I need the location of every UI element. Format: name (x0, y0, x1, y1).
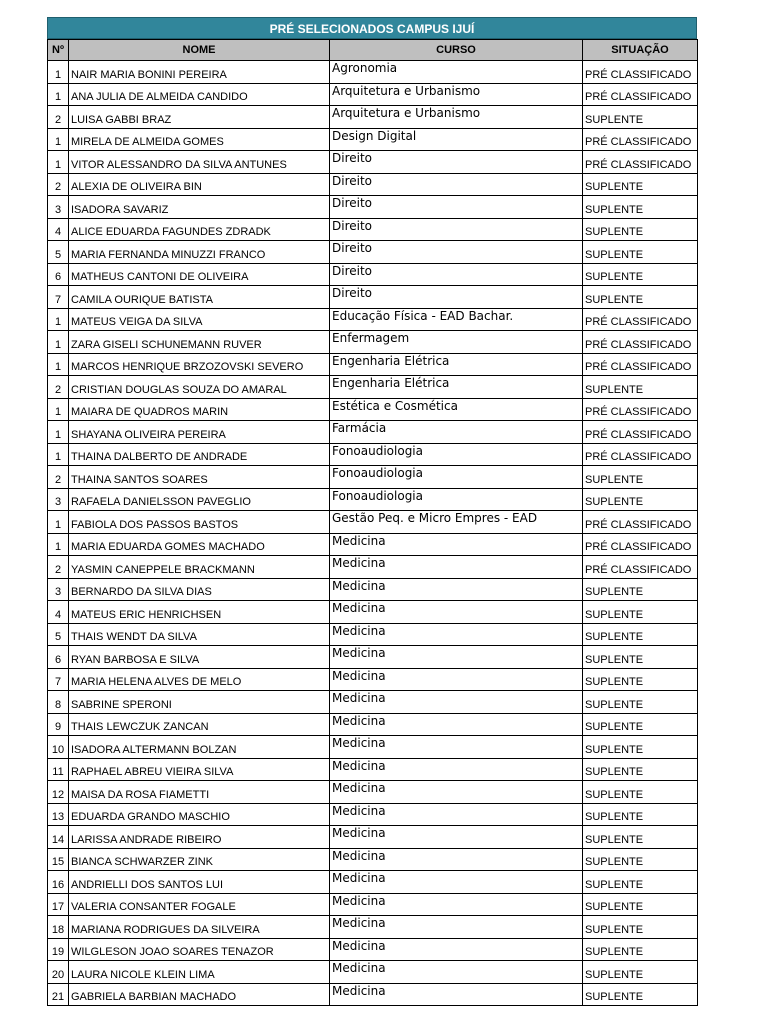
cell-curso: Direito (330, 263, 583, 286)
cell-nome: ANDRIELLI DOS SANTOS LUI (69, 871, 330, 894)
cell-nome: BERNARDO DA SILVA DIAS (69, 578, 330, 601)
table-row (48, 916, 698, 939)
cell-situacao: SUPLENTE (583, 713, 698, 736)
table-row (48, 173, 698, 196)
header-row (48, 40, 698, 61)
cell-curso: Medicina (330, 803, 583, 826)
table-row (48, 713, 698, 736)
cell-situacao: PRÉ CLASSIFICADO (583, 398, 698, 421)
cell-num: 4 (48, 218, 69, 241)
header-curso: CURSO (330, 40, 583, 61)
cell-situacao: SUPLENTE (583, 781, 698, 804)
cell-nome: THAINA SANTOS SOARES (69, 466, 330, 489)
table-row (48, 646, 698, 669)
cell-curso: Arquitetura e Urbanismo (330, 83, 583, 106)
header-situacao: SITUAÇÃO (583, 40, 698, 61)
cell-nome: LUISA GABBI BRAZ (69, 106, 330, 129)
cell-nome: MARIA FERNANDA MINUZZI FRANCO (69, 241, 330, 264)
cell-num: 1 (48, 533, 69, 556)
cell-curso: Arquitetura e Urbanismo (330, 106, 583, 129)
cell-nome: LAURA NICOLE KLEIN LIMA (69, 961, 330, 984)
table-row (48, 848, 698, 871)
cell-curso: Agronomia (330, 61, 583, 84)
cell-curso: Gestão Peq. e Micro Empres - EAD (330, 511, 583, 534)
results-table (47, 39, 698, 1006)
cell-nome: MIRELA DE ALMEIDA GOMES (69, 128, 330, 151)
cell-nome: RAFAELA DANIELSSON PAVEGLIO (69, 488, 330, 511)
cell-situacao: SUPLENTE (583, 601, 698, 624)
cell-curso: Direito (330, 286, 583, 309)
cell-situacao: PRÉ CLASSIFICADO (583, 128, 698, 151)
cell-curso: Medicina (330, 691, 583, 714)
table-row (48, 61, 698, 84)
cell-curso: Medicina (330, 668, 583, 691)
cell-situacao: SUPLENTE (583, 173, 698, 196)
cell-nome: VITOR ALESSANDRO DA SILVA ANTUNES (69, 151, 330, 174)
cell-num: 15 (48, 848, 69, 871)
cell-num: 1 (48, 331, 69, 354)
cell-situacao: SUPLENTE (583, 871, 698, 894)
cell-num: 1 (48, 61, 69, 84)
cell-situacao: PRÉ CLASSIFICADO (583, 61, 698, 84)
cell-nome: CAMILA OURIQUE BATISTA (69, 286, 330, 309)
cell-situacao: SUPLENTE (583, 578, 698, 601)
cell-num: 1 (48, 511, 69, 534)
cell-nome: MATEUS ERIC HENRICHSEN (69, 601, 330, 624)
table-row (48, 983, 698, 1006)
cell-curso: Fonoaudiologia (330, 466, 583, 489)
cell-num: 19 (48, 938, 69, 961)
table-row (48, 286, 698, 309)
cell-situacao: SUPLENTE (583, 691, 698, 714)
table-row (48, 106, 698, 129)
table-row (48, 466, 698, 489)
cell-num: 2 (48, 376, 69, 399)
header-nome: NOME (69, 40, 330, 61)
cell-num: 21 (48, 983, 69, 1006)
cell-situacao: SUPLENTE (583, 668, 698, 691)
cell-curso: Design Digital (330, 128, 583, 151)
table-row (48, 353, 698, 376)
table-row (48, 736, 698, 759)
cell-situacao: SUPLENTE (583, 758, 698, 781)
cell-curso: Medicina (330, 713, 583, 736)
cell-curso: Medicina (330, 871, 583, 894)
table-row (48, 443, 698, 466)
cell-nome: FABIOLA DOS PASSOS BASTOS (69, 511, 330, 534)
cell-curso: Direito (330, 173, 583, 196)
cell-curso: Farmácia (330, 421, 583, 444)
cell-situacao: SUPLENTE (583, 466, 698, 489)
cell-nome: ALICE EDUARDA FAGUNDES ZDRADK (69, 218, 330, 241)
cell-situacao: SUPLENTE (583, 848, 698, 871)
table-row (48, 421, 698, 444)
cell-num: 1 (48, 128, 69, 151)
cell-num: 2 (48, 556, 69, 579)
cell-curso: Medicina (330, 983, 583, 1006)
cell-curso: Medicina (330, 938, 583, 961)
cell-curso: Fonoaudiologia (330, 443, 583, 466)
cell-num: 1 (48, 308, 69, 331)
cell-curso: Medicina (330, 893, 583, 916)
cell-num: 14 (48, 826, 69, 849)
cell-num: 10 (48, 736, 69, 759)
spreadsheet (47, 17, 697, 1006)
cell-curso: Enfermagem (330, 331, 583, 354)
cell-num: 18 (48, 916, 69, 939)
cell-situacao: SUPLENTE (583, 983, 698, 1006)
cell-situacao: PRÉ CLASSIFICADO (583, 83, 698, 106)
cell-nome: ISADORA SAVARIZ (69, 196, 330, 219)
table-row (48, 781, 698, 804)
cell-situacao: SUPLENTE (583, 938, 698, 961)
cell-nome: LARISSA ANDRADE RIBEIRO (69, 826, 330, 849)
cell-nome: CRISTIAN DOUGLAS SOUZA DO AMARAL (69, 376, 330, 399)
cell-curso: Direito (330, 241, 583, 264)
sheet-title: PRÉ SELECIONADOS CAMPUS IJUÍ (47, 17, 697, 39)
cell-num: 3 (48, 578, 69, 601)
table-row (48, 961, 698, 984)
cell-nome: VALERIA CONSANTER FOGALE (69, 893, 330, 916)
cell-curso: Engenharia Elétrica (330, 376, 583, 399)
cell-situacao: PRÉ CLASSIFICADO (583, 331, 698, 354)
table-row (48, 826, 698, 849)
cell-situacao: PRÉ CLASSIFICADO (583, 511, 698, 534)
cell-nome: MATHEUS CANTONI DE OLIVEIRA (69, 263, 330, 286)
cell-nome: THAIS LEWCZUK ZANCAN (69, 713, 330, 736)
cell-curso: Medicina (330, 623, 583, 646)
table-row (48, 398, 698, 421)
cell-curso: Medicina (330, 781, 583, 804)
cell-nome: SABRINE SPERONI (69, 691, 330, 714)
cell-curso: Educação Física - EAD Bachar. (330, 308, 583, 331)
cell-curso: Medicina (330, 578, 583, 601)
cell-nome: GABRIELA BARBIAN MACHADO (69, 983, 330, 1006)
table-row (48, 578, 698, 601)
cell-nome: BIANCA SCHWARZER ZINK (69, 848, 330, 871)
cell-situacao: SUPLENTE (583, 241, 698, 264)
cell-situacao: SUPLENTE (583, 826, 698, 849)
cell-num: 1 (48, 398, 69, 421)
cell-situacao: SUPLENTE (583, 623, 698, 646)
cell-situacao: SUPLENTE (583, 646, 698, 669)
cell-num: 3 (48, 488, 69, 511)
cell-num: 2 (48, 173, 69, 196)
cell-nome: ANA JULIA DE ALMEIDA CANDIDO (69, 83, 330, 106)
cell-num: 1 (48, 151, 69, 174)
table-row (48, 196, 698, 219)
cell-nome: EDUARDA GRANDO MASCHIO (69, 803, 330, 826)
cell-situacao: SUPLENTE (583, 196, 698, 219)
cell-curso: Medicina (330, 848, 583, 871)
cell-situacao: SUPLENTE (583, 916, 698, 939)
cell-num: 4 (48, 601, 69, 624)
cell-curso: Engenharia Elétrica (330, 353, 583, 376)
table-row (48, 938, 698, 961)
cell-nome: THAINA DALBERTO DE ANDRADE (69, 443, 330, 466)
cell-situacao: PRÉ CLASSIFICADO (583, 353, 698, 376)
cell-num: 1 (48, 421, 69, 444)
cell-situacao: SUPLENTE (583, 736, 698, 759)
header-num: Nº (48, 40, 69, 61)
cell-nome: SHAYANA OLIVEIRA PEREIRA (69, 421, 330, 444)
cell-nome: NAIR MARIA BONINI PEREIRA (69, 61, 330, 84)
cell-nome: ZARA GISELI SCHUNEMANN RUVER (69, 331, 330, 354)
cell-num: 13 (48, 803, 69, 826)
cell-nome: MAISA DA ROSA FIAMETTI (69, 781, 330, 804)
cell-num: 2 (48, 106, 69, 129)
table-row (48, 803, 698, 826)
table-row (48, 488, 698, 511)
cell-situacao: PRÉ CLASSIFICADO (583, 421, 698, 444)
cell-num: 12 (48, 781, 69, 804)
table-row (48, 83, 698, 106)
table-row (48, 263, 698, 286)
table-body (48, 61, 698, 1006)
cell-situacao: SUPLENTE (583, 893, 698, 916)
cell-situacao: SUPLENTE (583, 488, 698, 511)
cell-num: 5 (48, 241, 69, 264)
cell-nome: WILGLESON JOAO SOARES TENAZOR (69, 938, 330, 961)
cell-num: 1 (48, 353, 69, 376)
table-row (48, 241, 698, 264)
cell-curso: Direito (330, 218, 583, 241)
cell-situacao: SUPLENTE (583, 218, 698, 241)
table-row (48, 151, 698, 174)
cell-num: 16 (48, 871, 69, 894)
cell-situacao: SUPLENTE (583, 961, 698, 984)
table-row (48, 556, 698, 579)
cell-nome: YASMIN CANEPPELE BRACKMANN (69, 556, 330, 579)
cell-nome: ALEXIA DE OLIVEIRA BIN (69, 173, 330, 196)
cell-num: 2 (48, 466, 69, 489)
cell-nome: MARIA EDUARDA GOMES MACHADO (69, 533, 330, 556)
cell-situacao: PRÉ CLASSIFICADO (583, 443, 698, 466)
cell-nome: THAIS WENDT DA SILVA (69, 623, 330, 646)
table-row (48, 511, 698, 534)
cell-curso: Medicina (330, 533, 583, 556)
cell-curso: Medicina (330, 826, 583, 849)
cell-nome: RYAN BARBOSA E SILVA (69, 646, 330, 669)
cell-situacao: SUPLENTE (583, 263, 698, 286)
cell-situacao: PRÉ CLASSIFICADO (583, 556, 698, 579)
cell-curso: Medicina (330, 916, 583, 939)
cell-situacao: SUPLENTE (583, 286, 698, 309)
cell-num: 8 (48, 691, 69, 714)
cell-nome: MARIANA RODRIGUES DA SILVEIRA (69, 916, 330, 939)
cell-situacao: PRÉ CLASSIFICADO (583, 533, 698, 556)
cell-curso: Medicina (330, 758, 583, 781)
table-row (48, 128, 698, 151)
table-row (48, 668, 698, 691)
cell-num: 7 (48, 286, 69, 309)
table-row (48, 758, 698, 781)
table-row (48, 376, 698, 399)
cell-num: 3 (48, 196, 69, 219)
cell-num: 17 (48, 893, 69, 916)
table-row (48, 331, 698, 354)
cell-nome: MARIA HELENA ALVES DE MELO (69, 668, 330, 691)
cell-num: 6 (48, 646, 69, 669)
table-row (48, 871, 698, 894)
cell-num: 6 (48, 263, 69, 286)
cell-curso: Fonoaudiologia (330, 488, 583, 511)
table-row (48, 308, 698, 331)
cell-curso: Medicina (330, 646, 583, 669)
cell-num: 9 (48, 713, 69, 736)
cell-curso: Medicina (330, 961, 583, 984)
table-row (48, 533, 698, 556)
table-row (48, 691, 698, 714)
table-row (48, 623, 698, 646)
table-row (48, 218, 698, 241)
cell-num: 11 (48, 758, 69, 781)
cell-num: 1 (48, 443, 69, 466)
cell-situacao: PRÉ CLASSIFICADO (583, 151, 698, 174)
table-row (48, 893, 698, 916)
cell-num: 7 (48, 668, 69, 691)
cell-curso: Direito (330, 151, 583, 174)
cell-nome: MARCOS HENRIQUE BRZOZOVSKI SEVERO (69, 353, 330, 376)
cell-nome: MATEUS VEIGA DA SILVA (69, 308, 330, 331)
cell-situacao: SUPLENTE (583, 803, 698, 826)
table-row (48, 601, 698, 624)
cell-curso: Medicina (330, 601, 583, 624)
cell-situacao: SUPLENTE (583, 376, 698, 399)
cell-curso: Medicina (330, 736, 583, 759)
cell-nome: ISADORA ALTERMANN BOLZAN (69, 736, 330, 759)
cell-num: 1 (48, 83, 69, 106)
cell-num: 5 (48, 623, 69, 646)
cell-nome: MAIARA DE QUADROS MARIN (69, 398, 330, 421)
cell-curso: Medicina (330, 556, 583, 579)
cell-curso: Estética e Cosmética (330, 398, 583, 421)
cell-num: 20 (48, 961, 69, 984)
cell-situacao: PRÉ CLASSIFICADO (583, 308, 698, 331)
cell-curso: Direito (330, 196, 583, 219)
cell-situacao: SUPLENTE (583, 106, 698, 129)
cell-nome: RAPHAEL ABREU VIEIRA SILVA (69, 758, 330, 781)
